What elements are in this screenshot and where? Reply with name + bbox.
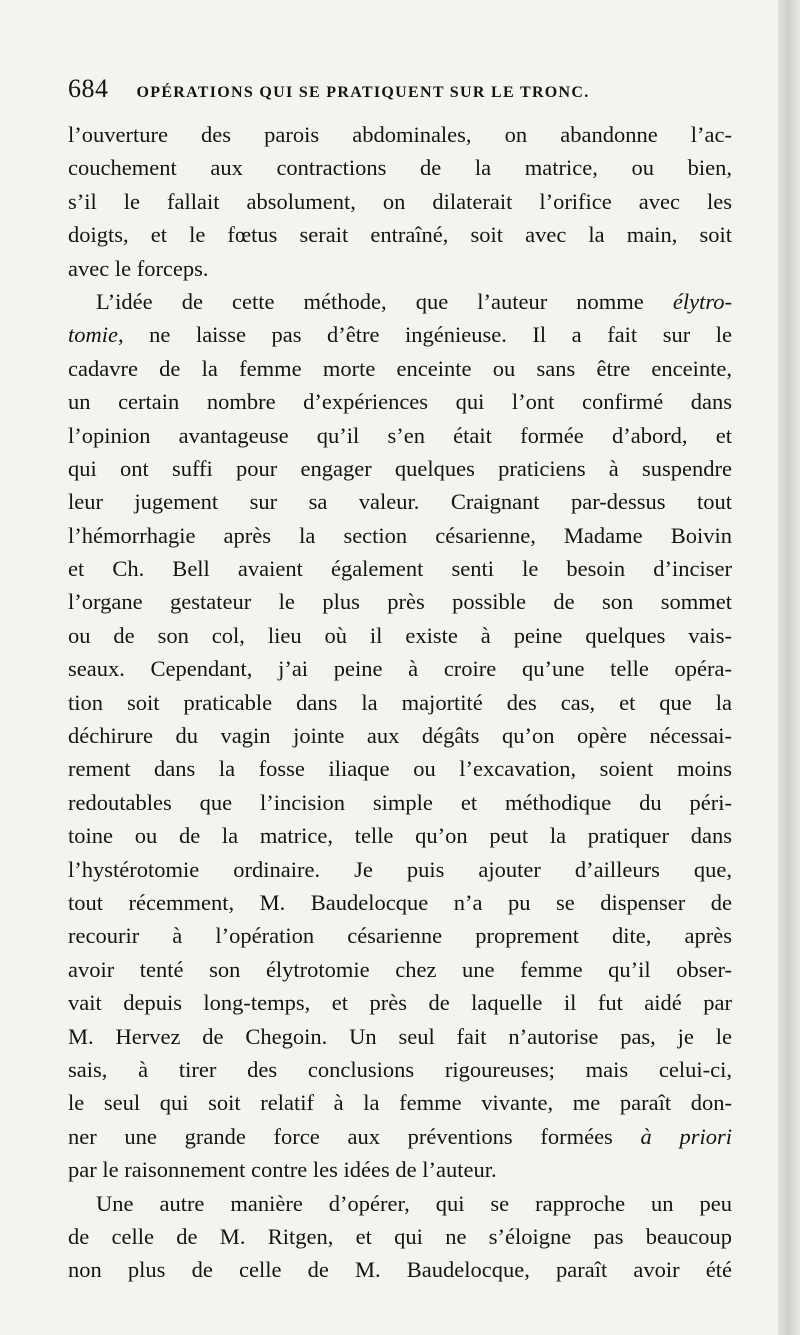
italic-term: tomie: [68, 322, 118, 348]
italic-term: élytro-: [672, 288, 732, 314]
text-line: non plus de celle de M. Baudelocque, paraît avoir été: [68, 1257, 732, 1283]
text-line: de celle de M. Ritgen, et qui ne s’éloigne pas beaucoup: [68, 1223, 732, 1249]
paragraph: [68, 285, 732, 1187]
text-line: avec le forceps.: [68, 255, 209, 281]
text-line: le seul qui soit relatif à la femme vivante, me paraît don-: [68, 1090, 732, 1116]
text-line: [68, 285, 732, 318]
text-line: rement dans la fosse iliaque ou l’excavation, soient moins: [68, 756, 732, 782]
text-line: leur jugement sur sa valeur. Craignant par-dessus tout: [68, 489, 732, 515]
body-text: [68, 118, 732, 1287]
text-line: et Ch. Bell avaient également senti le besoin d’inciser: [68, 556, 732, 582]
paragraph: [68, 118, 732, 285]
text-line: M. Hervez de Chegoin. Un seul fait n’autorise pas, je le: [68, 1023, 732, 1049]
text-line: [68, 1120, 732, 1153]
text-line: un certain nombre d’expériences qui l’ont confirmé dans: [68, 389, 732, 415]
page-number: 684: [68, 74, 109, 103]
text-line: ou de son col, lieu où il existe à peine quelques vais-: [68, 622, 732, 648]
text-line: [68, 318, 732, 351]
text-line: cadavre de la femme morte enceinte ou sans être enceinte,: [68, 355, 732, 381]
text-line: redoutables que l’incision simple et méthodique du péri-: [68, 789, 732, 815]
text-line: s’il le fallait absolument, on dilaterait l’orifice avec les: [68, 188, 732, 214]
text-run: ner une grande force aux préventions formées: [68, 1123, 641, 1149]
text-line: par le raisonnement contre les idées de l’auteur.: [68, 1157, 497, 1183]
text-line: couchement aux contractions de la matrice, ou bien,: [68, 155, 732, 181]
text-line: toine ou de la matrice, telle qu’on peut la pratiquer dans: [68, 823, 732, 849]
text-line: sais, à tirer des conclusions rigoureuses; mais celui-ci,: [68, 1056, 732, 1082]
text-line: qui ont suffi pour engager quelques praticiens à suspendre: [68, 455, 732, 481]
text-line: l’hémorrhagie après la section césarienne, Madame Boivin: [68, 522, 732, 548]
text-line: avoir tenté son élytrotomie chez une femme qu’il obser-: [68, 956, 732, 982]
text-line: l’hystérotomie ordinaire. Je puis ajouter d’ailleurs que,: [68, 856, 732, 882]
text-line: déchirure du vagin jointe aux dégâts qu’on opère nécessai-: [68, 723, 732, 749]
text-line: Une autre manière d’opérer, qui se rapproche un peu: [96, 1190, 732, 1216]
text-line: seaux. Cependant, j’ai peine à croire qu’une telle opéra-: [68, 656, 732, 682]
text-run: L’idée de cette méthode, que l’auteur nomme: [96, 288, 673, 314]
text-line: l’ouverture des parois abdominales, on abandonne l’ac-: [68, 122, 732, 147]
text-line: vait depuis long-temps, et près de laquelle il fut aidé par: [68, 990, 732, 1016]
text-line: tion soit praticable dans la majortité des cas, et que la: [68, 689, 732, 715]
text-line: l’organe gestateur le plus près possible de son sommet: [68, 589, 732, 615]
text-line: recourir à l’opération césarienne proprement dite, après: [68, 923, 732, 949]
paragraph: [68, 1187, 732, 1287]
text-line: tout récemment, M. Baudelocque n’a pu se dispenser de: [68, 889, 732, 915]
running-title: OPÉRATIONS QUI SE PRATIQUENT SUR LE TRONC.: [136, 84, 590, 101]
page-edge-shadow: [778, 0, 800, 1335]
italic-term: à priori: [640, 1123, 733, 1149]
text-line: l’opinion avantageuse qu’il s’en était formée d’abord, et: [68, 422, 732, 448]
text-run: , ne laisse pas d’être ingénieuse. Il a fait sur le: [118, 322, 732, 348]
text-line: doigts, et le fœtus serait entraîné, soit avec la main, soit: [68, 222, 732, 248]
running-header: [68, 74, 718, 104]
